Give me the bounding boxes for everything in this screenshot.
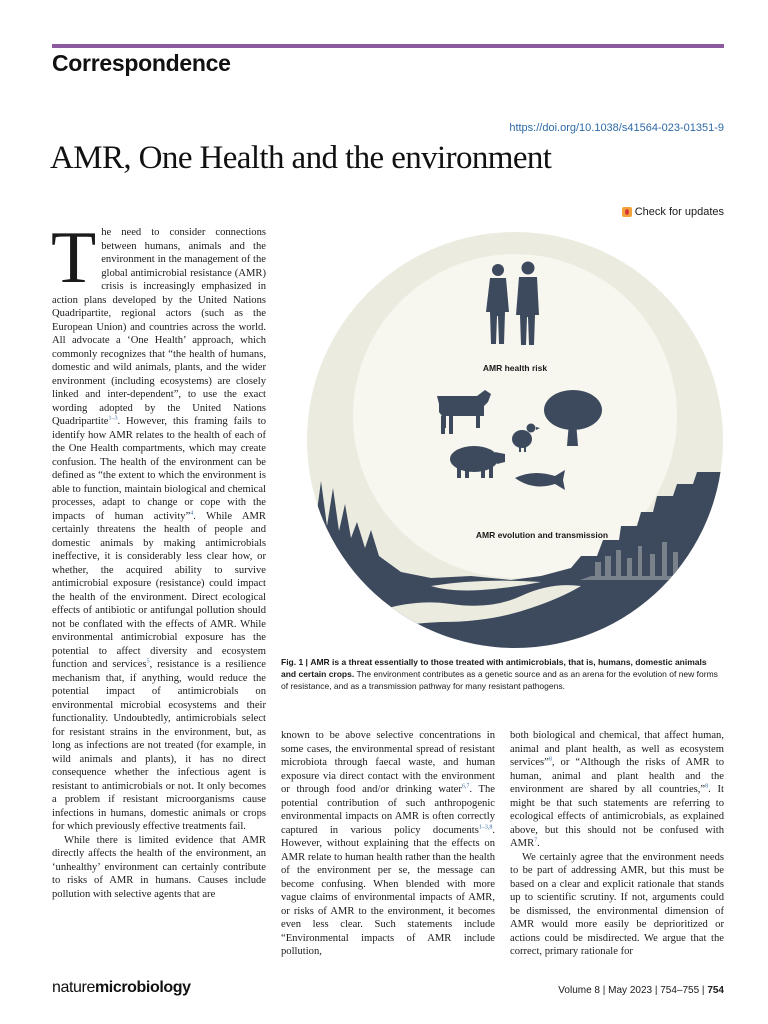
page-number: 754 — [707, 985, 724, 996]
text-run: , resistance is a resilience mechanism that, if anything, would reduce the potential impact of antimicrobials on environmental microbial ecosystems and their functionality. Undoubtedly, antimicrobials select for resistant strains in the environment, but, as long as infections are not treated (for example, in wild animals and plants), it has no direct consequence whether the infectious agent is resistant to antimicrobials or not. It only becomes a problem if resistant microorganisms cause infections in humans, domestic animals or crops for which previously effective treatments fail. — [52, 659, 266, 832]
body-column-1 — [51, 217, 266, 901]
check-updates-button[interactable] — [622, 206, 724, 218]
citation[interactable]: 8 — [548, 756, 552, 763]
text-run: he need to consider connections between humans, animals and the environment in the management of the global antimicrobial resistance (AMR) crisis is increasingly emphasized in action plans developed by the United Nations Quadripartite, regional actors (such as the European Union) and countries across the world. All advocate a ‘One Health’ approach, which commonly recognizes that “the health of humans, domestic and wild animals, plants, and the wider environment (including ecosystems) are closely linked and inter-dependent”, to use the exact wording adopted by the United Nations Quadripartite — [52, 227, 266, 427]
citation[interactable]: 1–3 — [108, 415, 118, 422]
text-run: . However, without explaining that the effects on AMR relate to human health rather than the health of the environment per se, the message can become confusing. When blended with more vague claims of environmental impacts of AMR, or risks of AMR to the environment, it becomes even less clear. Such statements include “Environmental impacts of AMR include pollution, — [281, 824, 495, 957]
volume-info: Volume 8 | May 2023 | 754–755 | — [558, 985, 705, 996]
caption-label: Fig. 1 | — [281, 657, 308, 667]
text-run: . While AMR certainly threatens the health of people and domestic animals by making antimicrobials ineffective, it is considerably less clear how, or whether, the acquired ability to survive antimicrobial exposure (resistance) could impact the health of the environment. Direct ecological effects of antibiotic or antifungal pollution should not be conflated with the effects of AMR. While environmental antimicrobial exposure has the potential to affect diversity and ecosystem function and services — [52, 510, 266, 670]
paragraph: We certainly agree that the environment needs to be part of addressing AMR, but this must be based on a clear and explicit rationale that stands up to scientific scrutiny. If not, arguments could be dismissed, the environmental dimension of AMR would more easily be deprioritized or actions could be misdirected. We argue that the correct, primary rationale for — [510, 851, 724, 957]
caption-text: The environment contributes as a genetic source and as an arena for the evolution of new forms of resistance, and as a transmission pathway for many resistant pathogens. — [281, 669, 718, 691]
amr-illustration — [281, 226, 724, 652]
accent-bar — [52, 44, 724, 48]
text-run: . The potential contribution of such anthropogenic environmental impacts on AMR is often correctly captured in various policy documents — [281, 784, 495, 836]
body-column-2 — [281, 729, 495, 959]
citation[interactable]: 8 — [705, 783, 709, 790]
citation[interactable]: 7 — [534, 837, 538, 844]
update-badge-icon — [622, 207, 632, 217]
section-label: Correspondence — [52, 50, 231, 76]
journal-logo-nature: nature — [52, 979, 95, 996]
text-run: . However, this framing fails to identify how AMR relates to the health of each of the One Health compartments, which may create confusion. The health of the environment can be defined as “the extent to which the environment is able to function, maintain biological and chemical processes, adapt to change or cope with the impacts of human activity” — [52, 416, 266, 522]
figure-1 — [281, 226, 724, 652]
body-column-3 — [510, 729, 724, 959]
journal-logo — [52, 979, 191, 997]
text-run: . It might be that such statements are referring to ecological effects of antimicrobials, as explained above, but this should not be confused with AMR — [510, 784, 724, 849]
footer-citation — [558, 985, 724, 996]
paragraph — [510, 729, 724, 851]
figure-caption — [281, 656, 724, 692]
article-title: AMR, One Health and the environment — [50, 140, 552, 176]
citation[interactable]: 6,7 — [461, 783, 470, 790]
text-run: . — [537, 838, 540, 849]
check-updates-label: Check for updates — [634, 206, 724, 218]
citation[interactable]: 4 — [190, 509, 194, 516]
caption-title: AMR is a threat essentially to those treated with antimicrobials, that is, humans, domestic animals and certain crops. — [281, 657, 707, 679]
text-run: , or “Although the risks of AMR to human, animal and plant health and the environment are shared by all countries,” — [510, 757, 724, 795]
label-evolution: AMR evolution and transmission — [475, 530, 609, 540]
citation[interactable]: 5 — [146, 658, 150, 665]
paragraph — [51, 217, 266, 834]
text-run: known to be above selective concentrations in some cases, the environmental spread of resistant microbiota through faecal waste, and human exposure via direct contact with the environment or through food and/or drinking water — [281, 730, 495, 795]
text-run: both biological and chemical, that affect human, animal and plant health, as well as ecosystem services” — [510, 730, 724, 768]
dropcap: T — [51, 217, 97, 299]
doi-link[interactable]: https://doi.org/10.1038/s41564-023-01351-9 — [509, 122, 724, 134]
journal-logo-microbiology: microbiology — [94, 979, 191, 996]
citation[interactable]: 1–3,8 — [478, 823, 493, 830]
paragraph — [281, 729, 495, 959]
label-health-risk: AMR health risk — [482, 363, 548, 373]
paragraph: While there is limited evidence that AMR directly affects the health of the environment, an ‘unhealthy’ environment can certainly contribute to risks of AMR in humans. Causes include pollution with selective agents that are — [52, 834, 266, 900]
